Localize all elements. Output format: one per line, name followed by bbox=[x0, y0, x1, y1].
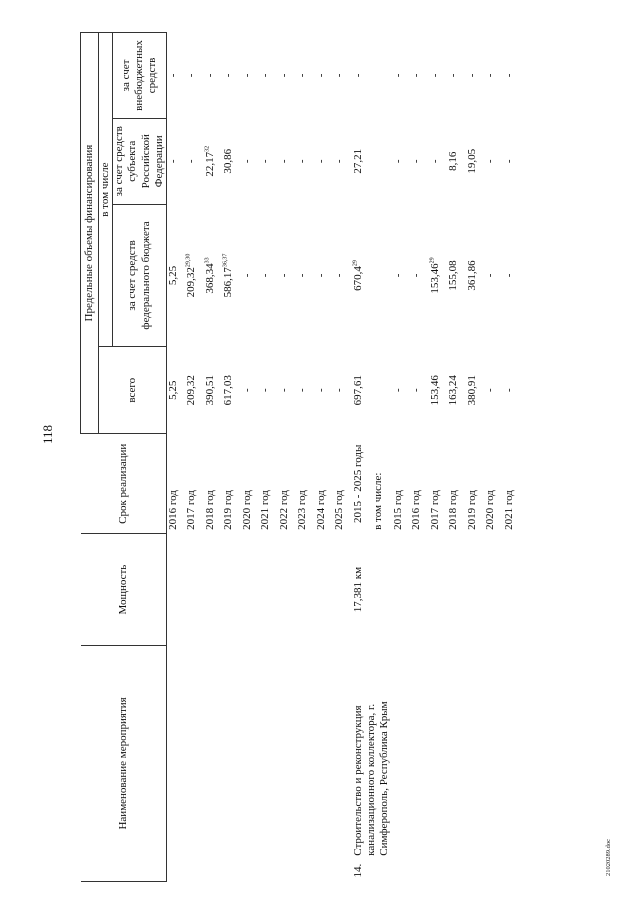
total-cell: - bbox=[240, 388, 253, 393]
term-cell: 2025 год bbox=[333, 490, 346, 530]
item-14-row bbox=[352, 33, 372, 882]
offbudget-cell bbox=[372, 33, 392, 119]
regional-cell: - bbox=[333, 159, 346, 164]
name-cell bbox=[222, 645, 241, 881]
regional-cell: - bbox=[259, 159, 272, 164]
term-cell: 2018 год bbox=[203, 490, 216, 530]
regional-cell: - bbox=[240, 159, 253, 164]
table-row bbox=[166, 33, 185, 882]
name-cell bbox=[410, 645, 429, 881]
federal-cell: - bbox=[484, 273, 496, 278]
federal-value: 586,17 bbox=[222, 267, 235, 298]
name-cell bbox=[241, 645, 260, 881]
name-cell bbox=[296, 645, 315, 881]
table-row bbox=[392, 33, 411, 882]
page-number: 118 bbox=[40, 424, 55, 444]
header-offbudget: за счет внебюджетных средств bbox=[113, 33, 167, 119]
regional-cell: - bbox=[166, 159, 179, 164]
footnote-ref: 29 bbox=[352, 260, 359, 267]
rotated-table-sheet bbox=[80, 32, 620, 882]
offbudget-cell: - bbox=[502, 73, 515, 78]
offbudget-cell: - bbox=[428, 73, 441, 78]
total-cell: - bbox=[410, 388, 422, 393]
header-subgroup: в том числе bbox=[99, 33, 113, 347]
regional-cell: - bbox=[185, 159, 198, 164]
federal-cell bbox=[204, 204, 223, 347]
federal-value: 209,32 bbox=[185, 267, 198, 298]
table-row bbox=[185, 33, 204, 882]
offbudget-cell: - bbox=[465, 73, 478, 78]
regional-cell: - bbox=[502, 159, 515, 164]
total-cell: - bbox=[314, 388, 327, 393]
offbudget-cell: - bbox=[166, 73, 179, 78]
total-cell: - bbox=[259, 388, 272, 393]
header-total: всего bbox=[99, 347, 167, 434]
table-row bbox=[484, 33, 503, 882]
term-cell: 2020 год bbox=[484, 490, 496, 530]
table-row bbox=[447, 33, 466, 882]
regional-cell: 27,21 bbox=[351, 148, 364, 174]
capacity-cell bbox=[241, 534, 260, 645]
term-cell: 2021 год bbox=[502, 490, 515, 530]
federal-cell: - bbox=[410, 273, 422, 278]
offbudget-cell: - bbox=[296, 73, 309, 78]
capacity-cell bbox=[333, 534, 352, 645]
term-cell: 2024 год bbox=[314, 490, 327, 530]
table-row bbox=[296, 33, 315, 882]
term-cell: 2023 год bbox=[296, 490, 309, 530]
header-federal: за счет средств федерального бюджета bbox=[113, 204, 167, 347]
offbudget-cell: - bbox=[277, 73, 290, 78]
capacity-cell bbox=[484, 534, 503, 645]
regional-cell: 19,05 bbox=[465, 148, 478, 174]
term-cell: 2019 год bbox=[222, 490, 235, 530]
regional-cell: - bbox=[296, 159, 309, 164]
regional-cell: - bbox=[484, 159, 496, 164]
capacity-cell bbox=[185, 534, 204, 645]
footnote-ref: 32 bbox=[204, 145, 211, 152]
regional-cell: 8,16 bbox=[447, 151, 459, 171]
table-row bbox=[503, 33, 522, 882]
regional-cell: - bbox=[314, 159, 327, 164]
footnote-ref: 29 bbox=[428, 257, 435, 264]
capacity-cell bbox=[222, 534, 241, 645]
offbudget-cell: - bbox=[391, 73, 404, 78]
capacity-cell bbox=[166, 534, 185, 645]
term-cell: 2016 год bbox=[166, 490, 179, 530]
capacity-cell bbox=[410, 534, 429, 645]
capacity-cell bbox=[429, 534, 448, 645]
table-row bbox=[241, 33, 260, 882]
federal-cell bbox=[429, 204, 448, 347]
federal-cell: 155,08 bbox=[447, 260, 459, 291]
total-cell: 163,24 bbox=[447, 375, 459, 406]
term-cell: 2019 год bbox=[465, 490, 478, 530]
term-cell: 2017 год bbox=[185, 490, 198, 530]
capacity-cell bbox=[503, 534, 522, 645]
capacity-cell bbox=[296, 534, 315, 645]
federal-cell: - bbox=[314, 273, 327, 278]
total-cell: 617,03 bbox=[222, 375, 235, 406]
capacity-cell bbox=[315, 534, 334, 645]
header-financing-group: Предельные объемы финансирования bbox=[81, 33, 99, 434]
term-cell: 2018 год bbox=[447, 490, 459, 530]
total-cell: - bbox=[502, 388, 515, 393]
federal-cell bbox=[222, 204, 241, 347]
name-cell bbox=[392, 645, 411, 881]
regional-cell: - bbox=[428, 159, 441, 164]
name-cell bbox=[484, 645, 503, 881]
term-cell: 2017 год bbox=[428, 490, 441, 530]
federal-value: 153,46 bbox=[428, 263, 441, 294]
table-row bbox=[429, 33, 448, 882]
offbudget-cell: - bbox=[185, 73, 198, 78]
table-header bbox=[81, 33, 167, 882]
footnote-ref: 29,30 bbox=[185, 253, 192, 268]
federal-cell: - bbox=[240, 273, 253, 278]
offbudget-cell: - bbox=[240, 73, 253, 78]
federal-cell bbox=[185, 204, 204, 347]
offbudget-cell: - bbox=[351, 73, 364, 78]
offbudget-cell: - bbox=[222, 73, 235, 78]
capacity-cell bbox=[392, 534, 411, 645]
total-cell: 5,25 bbox=[166, 380, 179, 400]
capacity-cell bbox=[372, 534, 392, 645]
capacity-cell bbox=[204, 534, 223, 645]
footnote-ref: 36,37 bbox=[222, 253, 229, 268]
federal-cell: - bbox=[277, 273, 290, 278]
term-cell: 2020 год bbox=[240, 490, 253, 530]
name-cell bbox=[503, 645, 522, 881]
item-name: Строительство и реконструкция канализационного коллектора, г. Симферополь, Республика Крым bbox=[351, 701, 391, 856]
item-number: 14. bbox=[351, 863, 364, 878]
total-cell: 153,46 bbox=[428, 375, 441, 406]
capacity-cell: 17,381 км bbox=[351, 566, 364, 613]
document-code: 21020289.doc bbox=[605, 838, 612, 876]
total-cell: 390,51 bbox=[203, 375, 216, 406]
regional-cell: 30,86 bbox=[222, 148, 235, 174]
footnote-ref: 33 bbox=[204, 257, 211, 264]
federal-cell bbox=[352, 204, 372, 347]
total-cell bbox=[372, 347, 392, 434]
capacity-cell bbox=[447, 534, 466, 645]
name-cell bbox=[204, 645, 223, 881]
header-regional: за счет средств субъекта Российской Федерации bbox=[113, 118, 167, 204]
name-cell bbox=[259, 645, 278, 881]
federal-cell: - bbox=[296, 273, 309, 278]
capacity-cell bbox=[278, 534, 297, 645]
regional-cell bbox=[204, 118, 223, 204]
name-cell bbox=[466, 645, 485, 881]
offbudget-cell: - bbox=[333, 73, 346, 78]
total-cell: 697,61 bbox=[351, 375, 364, 406]
term-cell: 2015 год bbox=[391, 490, 404, 530]
table-row bbox=[315, 33, 334, 882]
name-cell bbox=[278, 645, 297, 881]
offbudget-cell: - bbox=[447, 73, 459, 78]
regional-value: 22,17 bbox=[203, 151, 216, 177]
offbudget-cell: - bbox=[203, 73, 216, 78]
header-capacity: Мощность bbox=[81, 534, 167, 645]
total-cell: - bbox=[277, 388, 290, 393]
item-14-name-cell bbox=[352, 645, 392, 881]
total-cell: - bbox=[484, 388, 496, 393]
regional-cell bbox=[372, 118, 392, 204]
offbudget-cell: - bbox=[484, 73, 496, 78]
federal-value: 5,25 bbox=[166, 265, 179, 286]
federal-cell: - bbox=[391, 273, 404, 278]
name-cell bbox=[429, 645, 448, 881]
table-row bbox=[466, 33, 485, 882]
capacity-cell bbox=[466, 534, 485, 645]
federal-cell: 361,86 bbox=[465, 260, 478, 291]
table-row bbox=[222, 33, 241, 882]
name-cell bbox=[185, 645, 204, 881]
regional-cell: - bbox=[277, 159, 290, 164]
federal-cell: - bbox=[333, 273, 346, 278]
header-name: Наименование мероприятия bbox=[81, 645, 167, 881]
total-cell: 209,32 bbox=[185, 375, 198, 406]
offbudget-cell: - bbox=[410, 73, 422, 78]
regional-cell: - bbox=[410, 159, 422, 164]
term-cell: 2016 год bbox=[410, 490, 422, 530]
federal-cell bbox=[372, 204, 392, 347]
name-cell bbox=[333, 645, 352, 881]
federal-cell: - bbox=[259, 273, 272, 278]
regional-cell: - bbox=[391, 159, 404, 164]
total-cell: 380,91 bbox=[465, 375, 478, 406]
offbudget-cell: - bbox=[314, 73, 327, 78]
header-term: Срок реализации bbox=[81, 434, 167, 534]
federal-cell bbox=[166, 204, 185, 347]
federal-cell: - bbox=[502, 273, 515, 278]
federal-value: 670,4 bbox=[351, 266, 364, 291]
term-cell: в том числе: bbox=[371, 472, 384, 530]
total-cell: - bbox=[333, 388, 346, 393]
table-row bbox=[278, 33, 297, 882]
term-cell: 2022 год bbox=[277, 490, 290, 530]
total-cell: - bbox=[296, 388, 309, 393]
term-cell: 2021 год bbox=[259, 490, 272, 530]
capacity-cell bbox=[259, 534, 278, 645]
table-row bbox=[259, 33, 278, 882]
name-cell bbox=[315, 645, 334, 881]
total-cell: - bbox=[391, 388, 404, 393]
name-cell bbox=[166, 645, 185, 881]
name-cell bbox=[447, 645, 466, 881]
federal-value: 368,34 bbox=[203, 263, 216, 294]
table-row bbox=[410, 33, 429, 882]
table-row bbox=[204, 33, 223, 882]
table-body bbox=[166, 33, 521, 882]
table-row bbox=[333, 33, 352, 882]
offbudget-cell: - bbox=[259, 73, 272, 78]
term-cell: 2015 - 2025 годы bbox=[351, 444, 364, 523]
financing-table bbox=[80, 32, 521, 882]
